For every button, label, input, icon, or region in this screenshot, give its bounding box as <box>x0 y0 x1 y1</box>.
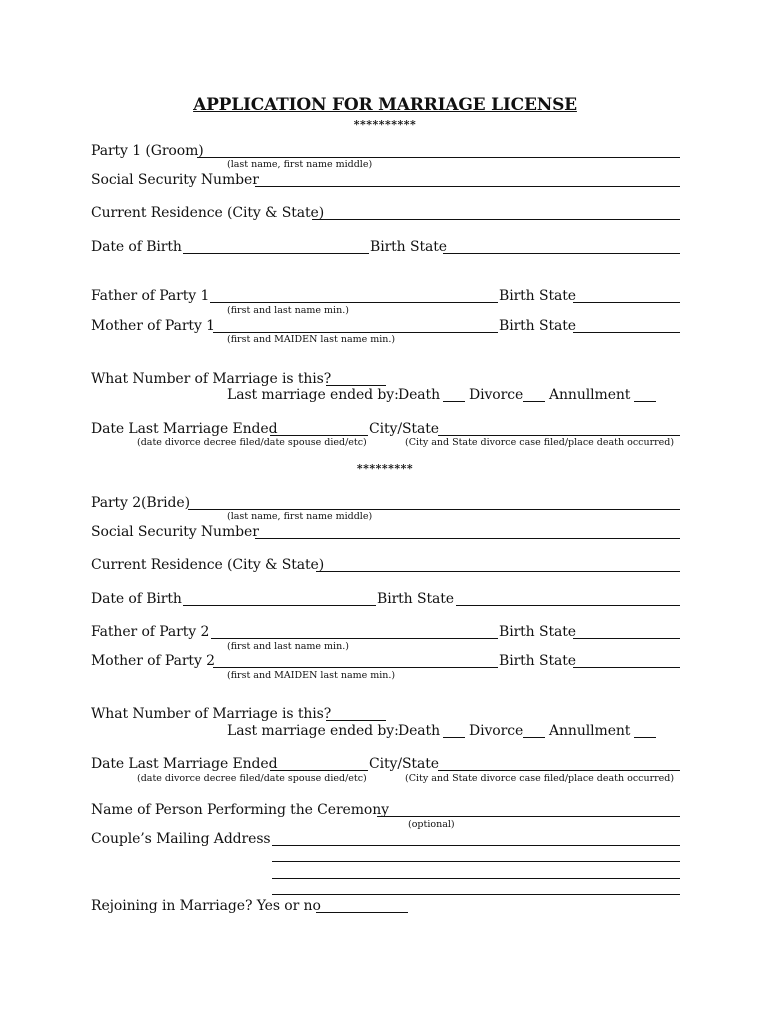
party2-name-hint: (last name, first name middle) <box>227 511 373 522</box>
party1-father-field[interactable] <box>210 302 498 303</box>
party2-date-last-ended-field[interactable] <box>270 770 368 771</box>
mailing-address-line-2[interactable] <box>272 861 680 862</box>
party2-city-state-hint: (City and State divorce case filed/place death occurred) <box>405 773 675 784</box>
party2-name-label: Party 2(Bride) <box>91 495 190 511</box>
form-title: APPLICATION FOR MARRIAGE LICENSE <box>193 95 577 115</box>
party1-city-state-label: City/State <box>369 421 439 437</box>
party1-name-field[interactable] <box>197 157 680 158</box>
rejoining-field[interactable] <box>316 912 408 913</box>
party2-marriage-number-label: What Number of Marriage is this? <box>91 706 332 722</box>
party2-city-state-field[interactable] <box>438 770 680 771</box>
party1-ssn-label: Social Security Number <box>91 172 259 188</box>
party2-city-state-label: City/State <box>369 756 439 772</box>
mailing-address-line-1[interactable] <box>272 845 680 846</box>
party2-last-marriage-ended-label: Last marriage ended by: <box>227 723 399 739</box>
performer-field[interactable] <box>377 816 680 817</box>
party1-city-state-field[interactable] <box>438 435 680 436</box>
party2-divorce-field[interactable] <box>523 737 545 738</box>
party2-father-field[interactable] <box>211 638 498 639</box>
party1-marriage-number-label: What Number of Marriage is this? <box>91 371 332 387</box>
party2-mother-birth-state-label: Birth State <box>499 653 576 669</box>
party2-father-label: Father of Party 2 <box>91 624 210 640</box>
party1-birth-state-label: Birth State <box>370 239 447 255</box>
party1-divorce-field[interactable] <box>523 401 545 402</box>
party1-residence-label: Current Residence (City & State) <box>91 205 325 221</box>
performer-hint: (optional) <box>408 819 455 830</box>
rejoining-label: Rejoining in Marriage? Yes or no <box>91 898 321 914</box>
party2-annullment-label: Annullment <box>549 723 631 739</box>
party2-dob-label: Date of Birth <box>91 591 182 607</box>
party1-annullment-field[interactable] <box>634 401 656 402</box>
party1-father-birth-state-label: Birth State <box>499 288 576 304</box>
mailing-address-line-3[interactable] <box>272 878 680 879</box>
party2-ssn-label: Social Security Number <box>91 524 259 540</box>
party1-marriage-number-field[interactable] <box>326 385 386 386</box>
party2-mother-hint: (first and MAIDEN last name min.) <box>227 670 396 681</box>
party1-name-hint: (last name, first name middle) <box>227 159 373 170</box>
party1-mother-hint: (first and MAIDEN last name min.) <box>227 334 396 345</box>
party2-divorce-label: Divorce <box>469 723 524 739</box>
party1-date-hint: (date divorce decree filed/date spouse died/etc) <box>137 437 367 448</box>
party2-annullment-field[interactable] <box>634 737 656 738</box>
mailing-address-line-4[interactable] <box>272 894 680 895</box>
party2-ssn-field[interactable] <box>255 538 680 539</box>
party1-father-birth-state-field[interactable] <box>573 302 680 303</box>
party1-dob-field[interactable] <box>183 253 369 254</box>
party2-birth-state-field[interactable] <box>456 605 680 606</box>
mailing-address-label: Couple’s Mailing Address <box>91 831 271 847</box>
party2-mother-field[interactable] <box>213 667 498 668</box>
party2-marriage-number-field[interactable] <box>326 720 386 721</box>
party1-mother-field[interactable] <box>213 332 498 333</box>
party2-father-hint: (first and last name min.) <box>227 641 349 652</box>
party2-father-birth-state-label: Birth State <box>499 624 576 640</box>
party1-name-label: Party 1 (Groom) <box>91 143 204 159</box>
party2-mother-birth-state-field[interactable] <box>573 667 680 668</box>
party2-dob-field[interactable] <box>183 605 376 606</box>
party2-date-last-ended-label: Date Last Marriage Ended <box>91 756 278 772</box>
party2-death-label: Death <box>398 723 440 739</box>
party2-residence-label: Current Residence (City & State) <box>91 557 325 573</box>
party2-birth-state-label: Birth State <box>377 591 454 607</box>
party2-father-birth-state-field[interactable] <box>573 638 680 639</box>
party1-death-label: Death <box>398 387 440 403</box>
party1-birth-state-field[interactable] <box>443 253 680 254</box>
party2-death-field[interactable] <box>443 737 465 738</box>
party1-date-last-ended-label: Date Last Marriage Ended <box>91 421 278 437</box>
party2-name-field[interactable] <box>188 509 680 510</box>
party1-mother-label: Mother of Party 1 <box>91 318 215 334</box>
separator-top: ********** <box>353 118 417 131</box>
party1-father-hint: (first and last name min.) <box>227 305 349 316</box>
party1-mother-birth-state-field[interactable] <box>573 332 680 333</box>
party1-divorce-label: Divorce <box>469 387 524 403</box>
party1-last-marriage-ended-label: Last marriage ended by: <box>227 387 399 403</box>
party1-annullment-label: Annullment <box>549 387 631 403</box>
party1-father-label: Father of Party 1 <box>91 288 210 304</box>
party1-date-last-ended-field[interactable] <box>270 435 368 436</box>
separator-middle: ********* <box>356 462 414 475</box>
party2-mother-label: Mother of Party 2 <box>91 653 215 669</box>
party1-death-field[interactable] <box>443 401 465 402</box>
party1-residence-field[interactable] <box>312 219 680 220</box>
party1-dob-label: Date of Birth <box>91 239 182 255</box>
performer-label: Name of Person Performing the Ceremony <box>91 802 389 818</box>
party2-residence-field[interactable] <box>316 571 680 572</box>
party1-mother-birth-state-label: Birth State <box>499 318 576 334</box>
party2-date-hint: (date divorce decree filed/date spouse died/etc) <box>137 773 367 784</box>
party1-ssn-field[interactable] <box>255 186 680 187</box>
party1-city-state-hint: (City and State divorce case filed/place death occurred) <box>405 437 675 448</box>
